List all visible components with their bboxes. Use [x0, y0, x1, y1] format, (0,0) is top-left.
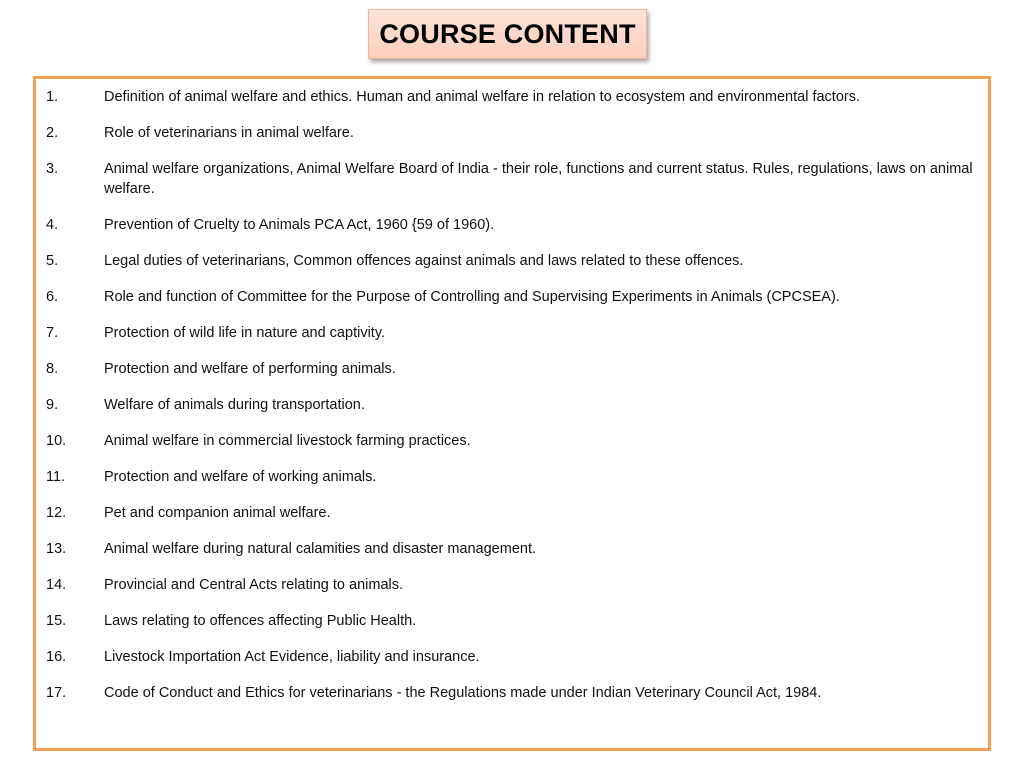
item-text: Animal welfare during natural calamities and disaster management. — [104, 541, 536, 557]
list-item — [46, 503, 978, 523]
list-item — [46, 251, 978, 271]
item-number: 3. — [46, 161, 59, 177]
item-text: Laws relating to offences affecting Public Health. — [104, 613, 417, 629]
item-number: 7. — [46, 325, 59, 341]
item-number: 13. — [46, 541, 67, 557]
item-text: Definition of animal welfare and ethics. Human and animal welfare in relation to ecosystem and environmental factors. — [104, 89, 860, 105]
item-number: 16. — [46, 649, 67, 665]
list-item — [46, 647, 978, 667]
item-text: Code of Conduct and Ethics for veterinarians - the Regulations made under Indian Veterinary Council Act, 1984. — [104, 685, 822, 701]
item-number: 8. — [46, 361, 59, 377]
item-number: 2. — [46, 125, 59, 141]
item-number: 1. — [46, 89, 59, 105]
item-text: Legal duties of veterinarians, Common offences against animals and laws related to these offences. — [104, 253, 744, 269]
list-item — [46, 611, 978, 631]
item-number: 12. — [46, 505, 67, 521]
page-title: COURSE CONTENT — [379, 18, 636, 49]
list-item — [46, 159, 978, 199]
item-text: Animal welfare in commercial livestock farming practices. — [104, 433, 471, 449]
item-number: 11. — [46, 469, 66, 485]
item-text: Role of veterinarians in animal welfare. — [104, 125, 354, 141]
list-item — [46, 123, 978, 143]
item-text: Animal welfare organizations, Animal Welfare Board of India - their role, functions and current status. Rules, regulations, laws on animal welfare. — [104, 161, 973, 197]
list-item — [46, 323, 978, 343]
item-number: 15. — [46, 613, 67, 629]
title-box — [368, 9, 647, 59]
item-number: 9. — [46, 397, 59, 413]
list-item — [46, 575, 978, 595]
item-text: Welfare of animals during transportation. — [104, 397, 365, 413]
list-item — [46, 431, 978, 451]
item-text: Protection of wild life in nature and captivity. — [104, 325, 386, 341]
item-number: 5. — [46, 253, 59, 269]
course-content-list — [46, 87, 978, 719]
list-item — [46, 467, 978, 487]
list-item — [46, 359, 978, 379]
item-text: Livestock Importation Act Evidence, liability and insurance. — [104, 649, 480, 665]
item-text: Pet and companion animal welfare. — [104, 505, 331, 521]
list-item — [46, 215, 978, 235]
course-content-box — [33, 76, 991, 751]
list-item — [46, 683, 978, 703]
item-number: 6. — [46, 289, 59, 305]
item-number: 10. — [46, 433, 67, 449]
item-text: Protection and welfare of working animals. — [104, 469, 377, 485]
item-text: Provincial and Central Acts relating to animals. — [104, 577, 404, 593]
item-number: 17. — [46, 685, 67, 701]
item-text: Prevention of Cruelty to Animals PCA Act, 1960 {59 of 1960). — [104, 217, 495, 233]
list-item — [46, 87, 978, 107]
item-text: Protection and welfare of performing animals. — [104, 361, 396, 377]
list-item — [46, 539, 978, 559]
list-item — [46, 395, 978, 415]
list-item — [46, 287, 978, 307]
item-text: Role and function of Committee for the Purpose of Controlling and Supervising Experiments in Animals (CPCSEA). — [104, 289, 840, 305]
item-number: 14. — [46, 577, 67, 593]
item-number: 4. — [46, 217, 59, 233]
